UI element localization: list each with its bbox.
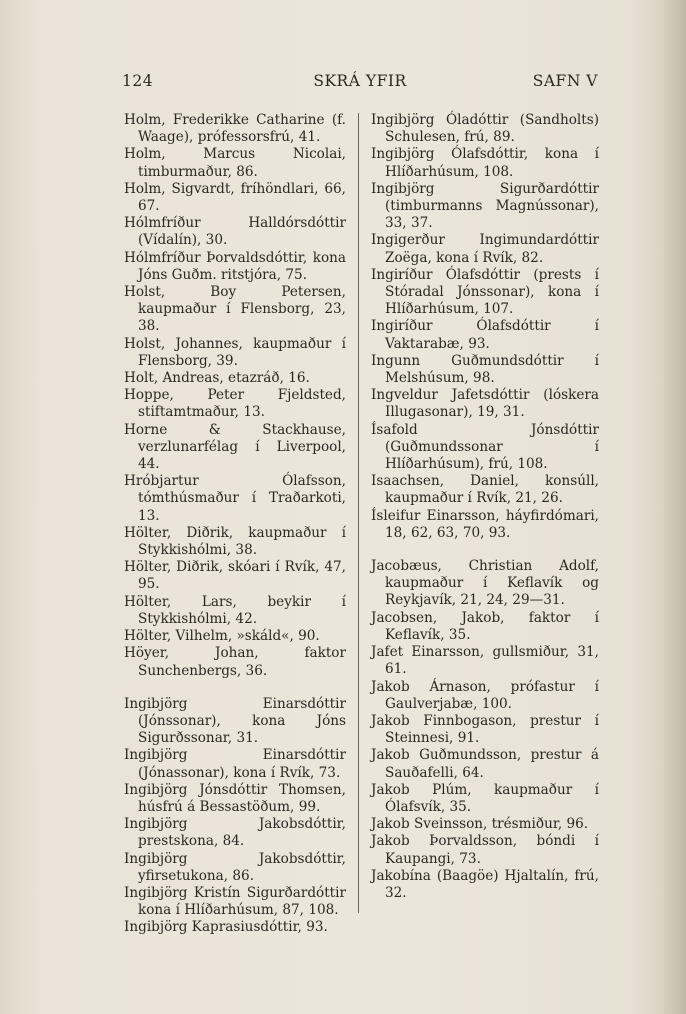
index-entry: Ingibjörg Jakobsdóttir, yfirsetukona, 86. [124,850,346,884]
index-entry: Hólmfríður Þorvaldsdóttir, kona Jóns Guðm. ritstjóra, 75. [124,249,346,283]
index-entry: Holm, Marcus Nicolai, timburmaður, 86. [124,146,346,180]
index-entry: Hölter, Vilhelm, »skáld«, 90. [124,628,320,645]
index-entry: Ingibjörg Einarsdóttir (Jónassonar), kona í Rvík, 73. [124,747,346,781]
index-entry: Jafet Einarsson, gullsmiður, 31, 61. [371,644,599,678]
index-entry: Hróbjartur Ólafsson, tómthúsmaður í Traðarkoti, 13. [124,473,346,524]
index-entry: Ingibjörg Sigurðardóttir (timburmanns Magnússonar), 33, 37. [371,180,599,232]
index-entry: Hölter, Diðrik, kaupmaður í Stykkishólmi, 38. [124,524,346,559]
index-entry: Holst, Boy Petersen, kaupmaður í Flensborg, 23, 38. [124,284,346,335]
index-entry: Jakob Guðmundsson, prestur á Sauðafelli, 64. [371,747,599,781]
index-entry: Ingigerður Ingimundardóttir Zoëga, kona í Rvík, 82. [371,232,599,266]
index-entry: Holm, Sigvardt, fríhöndlari, 66, 67. [124,180,346,215]
index-entry: Jakob Þorvaldsson, bóndi í Kaupangi, 73. [371,833,599,867]
column-divider [358,113,359,913]
volume-label: SAFN V [532,72,598,90]
index-entry: Ingibjörg Ólafsdóttir, kona í Hlíðarhúsum, 108. [371,146,599,180]
index-entry: Ingiríður Ólafsdóttir í Vaktarabæ, 93. [371,318,599,352]
index-entry: Jakob Sveinsson, trésmiður, 96. [371,816,589,833]
index-entry: Holm, Frederikke Catharine (f. Waage), prófessorsfrú, 41. [124,112,346,146]
index-entry: Hólmfríður Halldórsdóttir (Vídalín), 30. [124,215,346,249]
page-edge [664,0,686,1014]
index-entry: Jakobína (Baagöe) Hjaltalín, frú, 32. [371,867,599,901]
index-entry: Ingiríður Ólafsdóttir (prests í Stóradal Jónssonar), kona í Hlíðarhúsum, 107. [371,266,599,318]
index-entry: Isaachsen, Daniel, konsúll, kaupmaður í Rvík, 21, 26. [371,473,599,507]
section-gap [124,680,346,696]
index-column-right [371,112,599,902]
index-entry: Hoppe, Peter Fjeldsted, stiftamtmaður, 13. [124,387,346,421]
index-entry: Hölter, Lars, beykir í Stykkishólmi, 42. [124,593,346,627]
index-entry: Jacobsen, Jakob, faktor í Keflavík, 35. [371,609,599,643]
index-entry: Holt, Andreas, etazráð, 16. [124,370,310,387]
index-entry: Ísafold Jónsdóttir (Guðmundssonar í Hlíðarhúsum), frú, 108. [371,421,599,473]
index-entry: Jakob Plúm, kaupmaður í Ólafsvík, 35. [371,781,599,815]
index-entry: Ingibjörg Einarsdóttir (Jónssonar), kona Jóns Sigurðssonar, 31. [124,695,346,747]
running-title: SKRÁ YFIR [313,72,407,90]
index-entry: Ingibjörg Kristín Sigurðardóttir kona í Hlíðarhúsum, 87, 108. [124,884,346,919]
index-entry: Ingibjörg Jakobsdóttir, prestskona, 84. [124,816,346,850]
index-entry: Ingibjörg Óladóttir (Sandholts) Schulesen, frú, 89. [371,112,599,146]
page-number: 124 [122,72,154,90]
index-column-left [124,112,346,937]
index-entry: Ingibjörg Kaprasiusdóttir, 93. [124,919,328,936]
index-entry: Höyer, Johan, faktor Sunchenbergs, 36. [124,645,346,679]
index-entry: Hölter, Diðrik, skóari í Rvík, 47, 95. [124,559,346,593]
section-gap [371,542,599,558]
page-header [122,72,598,94]
index-entry: Ingunn Guðmundsdóttir í Melshúsum, 98. [371,352,599,387]
index-entry: Ingveldur Jafetsdóttir (lóskera Illugasonar), 19, 31. [371,387,599,421]
index-entry: Jacobæus, Christian Adolf, kaupmaður í Keflavík og Reykjavík, 21, 24, 29—31. [371,558,599,609]
index-entry: Ingibjörg Jónsdóttir Thomsen, húsfrú á Bessastöðum, 99. [124,781,346,815]
index-entry: Ísleifur Einarsson, háyfirdómari, 18, 62, 63, 70, 93. [371,507,599,541]
index-entry: Horne & Stackhause, verzlunarfélag í Liverpool, 44. [124,421,346,473]
index-entry: Jakob Árnason, prófastur í Gaulverjabæ, 100. [371,678,599,712]
index-entry: Jakob Finnbogason, prestur í Steinnesi, 91. [371,712,599,747]
index-entry: Holst, Johannes, kaupmaður í Flensborg, 39. [124,335,346,369]
